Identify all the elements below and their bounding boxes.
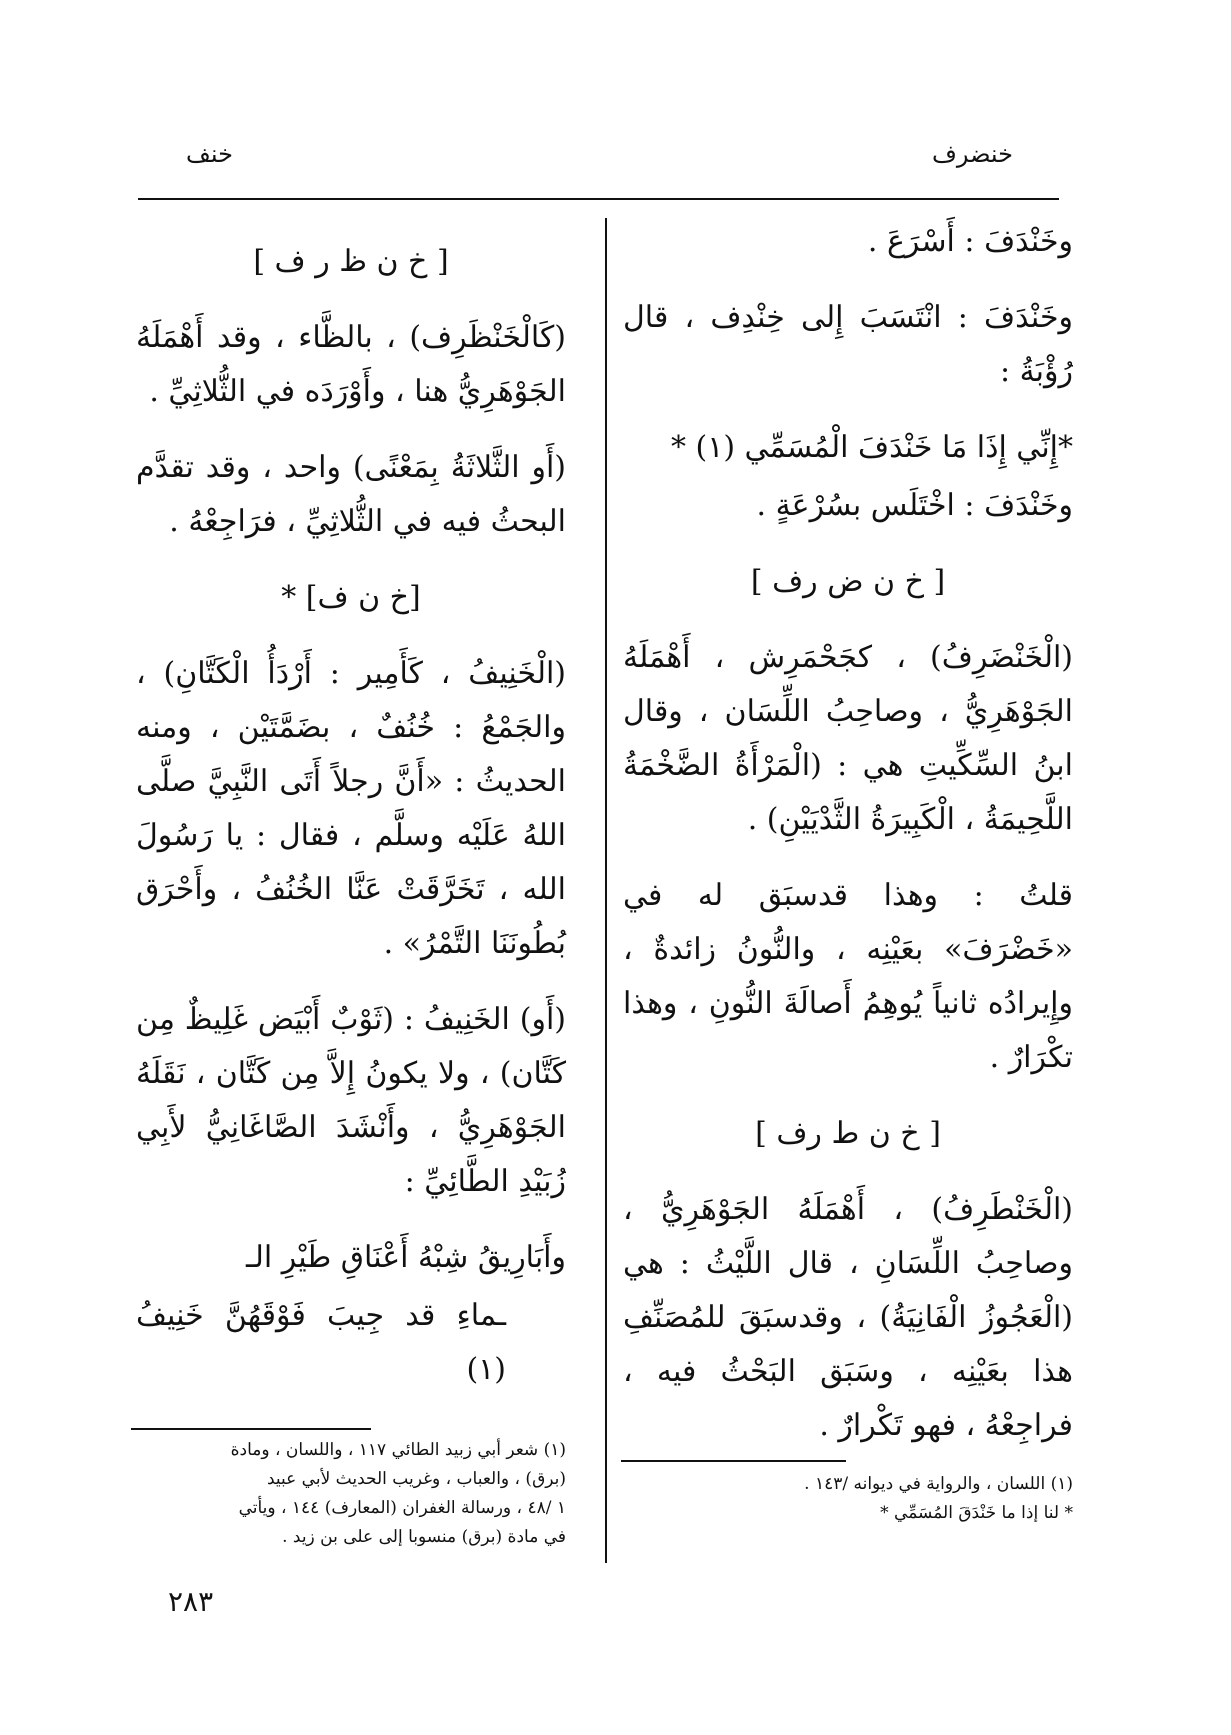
verse-line: *إِنِّي إِذَا مَا خَنْدَفَ الْمُسَمِّي (١) * xyxy=(670,430,1073,465)
footnote-line: (برق) ، والعباب ، وغريب الحديث لأبي عبيد xyxy=(266,1469,566,1489)
footnote-line: (١) اللسان ، والرواية في ديوانه /١٤٣ . xyxy=(804,1474,1073,1494)
header-rule xyxy=(138,198,1059,200)
footnote-line: (١) شعر أبي زبيد الطائي ١١٧ ، واللسان ، ومادة xyxy=(230,1440,566,1460)
verse-line: وأَبَارِيقُ شِبْهُ أَعْنَاقِ طَيْرِ الـ xyxy=(245,1240,566,1275)
right-column xyxy=(623,215,1073,1475)
entry-heading: [خ ن ف] * xyxy=(281,580,421,615)
entry-paragraph: وخَنْدَفَ : انْتَسَبَ إِلى خِنْدِف ، قال رُؤْبَةُ : xyxy=(623,300,1073,389)
entry-paragraph: وخَنْدَفَ : أَسْرَعَ . xyxy=(867,224,1073,259)
entry-paragraph: (الْخَنْضَرِفُ) ، كجَحْمَرِش ، أَهْمَلَهُ الجَوْهَرِيُّ ، وصاحِبُ اللِّسَان ، وقال ابنُ السِّكِّيتِ هي : (الْمَرْأَةُ الضَّخْمَةُ اللَّحِيمَةُ ، الْكَبِيرَةُ الثَّدْيَيْنِ) . xyxy=(623,640,1073,837)
footnote-line: * لنا إذا ما خَنْدَقَ المُسَمِّي * xyxy=(880,1503,1073,1523)
entry-heading: [ خ ن ظ ر ف ] xyxy=(253,244,449,279)
entry-paragraph: (أَو) الخَنِيفُ : (ثَوْبٌ أَبْيَض غَلِيظٌ مِن كَتَّان) ، ولا يكونُ إِلاَّ مِن كَتَّان ، نَقَلَهُ الجَوْهَرِيُّ ، وأَنْشَدَ الصَّاغَانِيُّ لأَبِي زُبَيْدِ الطَّائِيِّ : xyxy=(136,1002,566,1199)
column-divider xyxy=(605,218,607,1563)
page-number: ٢٨٣ xyxy=(168,1585,214,1618)
footnote-rule-right xyxy=(621,1460,846,1462)
verse-line: ـماءِ قد جِيبَ فَوْقَهُنَّ خَنِيفُ (١) xyxy=(136,1298,506,1387)
footnote-line: في مادة (برق) منسوبا إلى على بن زيد . xyxy=(282,1527,566,1547)
entry-paragraph: وخَنْدَفَ : اخْتَلَس بسُرْعَةٍ . xyxy=(756,488,1073,523)
entry-paragraph: (كَالْخَنْظَرِف) ، بالظَّاء ، وقد أَهْمَلَهُ الجَوْهَرِيُّ هنا ، وأَوْرَدَه في الثُّلاثِيِّ . xyxy=(136,320,566,409)
left-column xyxy=(136,215,566,1401)
footnote-line: ١ /٤٨ ، ورسالة الغفران (المعارف) ١٤٤ ، ويأتي xyxy=(238,1498,566,1518)
entry-paragraph: (الْخَنْطَرِفُ) ، أَهْمَلَهُ الجَوْهَرِيُّ ، وصاحِبُ اللِّسَانِ ، قال اللَّيْثُ : هي (الْعَجُوزُ الْفَانِيَةُ) ، وقدسبَقَ للمُصَنِّفِ هذا بعَيْنِه ، وسَبَق البَحْثُ فيه ، فراجِعْهُ ، فهو تَكْرارٌ . xyxy=(623,1192,1073,1443)
footnote-left xyxy=(136,1436,566,1552)
footnote-right xyxy=(623,1470,1073,1528)
entry-paragraph: (أَو الثَّلاثَةُ بِمَعْنًى) واحد ، وقد تقدَّم البحثُ فيه في الثُّلاثِيِّ ، فرَاجِعْهُ . xyxy=(136,450,566,539)
running-head-right: خنضرف xyxy=(931,140,1013,168)
entry-heading: [ خ ن ض رف ] xyxy=(750,564,946,599)
footnote-rule-left xyxy=(131,1428,371,1430)
entry-paragraph: (الْخَنِيفُ ، كَأَمِير : أَرْدَأُ الْكَتَّانِ) ، والجَمْعُ : خُنُفٌ ، بضَمَّتَيْن ، ومنه الحديثُ : «أَنَّ رجلاً أَتَى النَّبِيَّ صلَّى اللهُ عَلَيْه وسلَّم ، فقال : يا رَسُولَ الله ، تَخَرَّقَتْ عَنَّا الخُنُفُ ، وأَحْرَق بُطُونَنَا التَّمْرُ» . xyxy=(136,656,566,961)
entry-paragraph: قلتُ : وهذا قدسبَق له في «خَضْرَفَ» بعَيْنِه ، والنُّونُ زائدةٌ ، وإِيرادُه ثانياً يُوهِمُ أَصالَةَ النُّونِ ، وهذا تكْرَارٌ . xyxy=(623,878,1073,1075)
running-head-left: خنف xyxy=(186,140,233,168)
entry-heading: [ خ ن ط رف ] xyxy=(755,1116,941,1151)
